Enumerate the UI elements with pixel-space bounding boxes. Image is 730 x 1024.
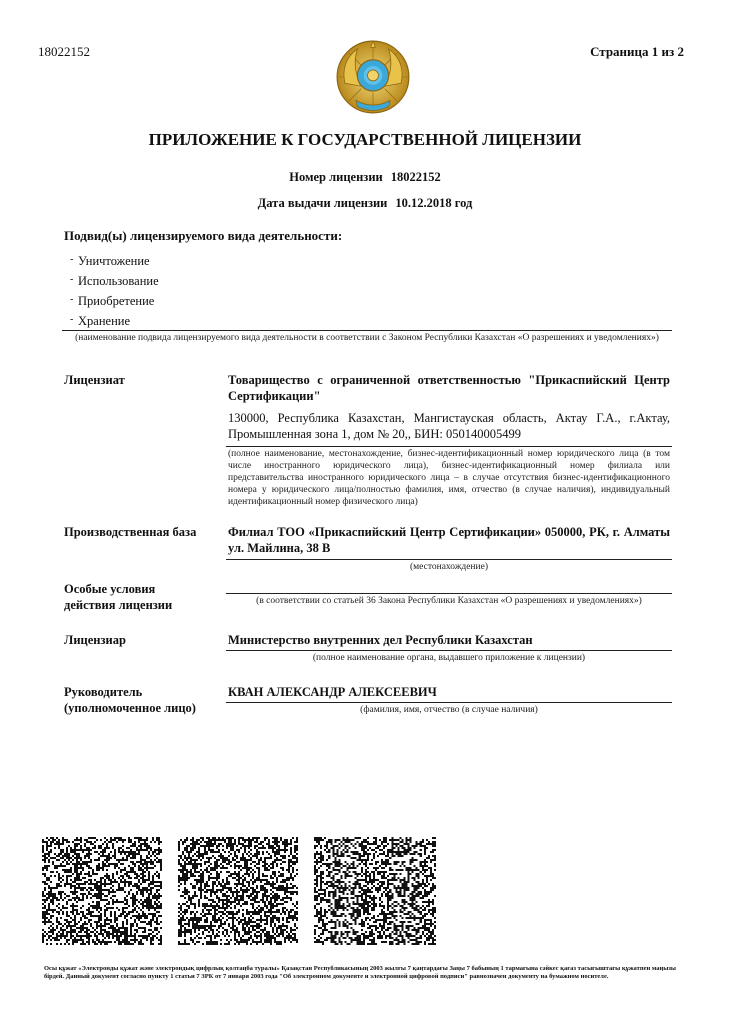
divider: [226, 650, 672, 651]
list-item: - Использование: [70, 270, 159, 290]
subtypes-list: [70, 250, 159, 330]
special-conditions-label-line2: действия лицензии: [64, 598, 173, 612]
licensee-address: 130000, Республика Казахстан, Мангистауская область, Актау Г.А., г.Актау, Промышленная зона 1, дом № 20,, БИН: 050140005499: [228, 411, 670, 441]
special-conditions-label-line1: Особые условия: [64, 582, 156, 596]
licensee-note: (полное наименование, местонахождение, бизнес-идентификационный номер юридического лица (в том числе иностранного юридического лица), бизнес-идентификационный номер филиала или представительства иностранного юридического лица – в случае отсутствия бизнес-идентификационного номера у юридического лица/полностью фамилия, имя, отчество (в случае наличия), индивидуальный идентификационный номер физического лица): [228, 449, 670, 507]
list-item: - Хранение: [70, 310, 159, 330]
special-conditions-label: [64, 581, 172, 613]
licensor-value: Министерство внутренних дел Республики Казахстан: [228, 633, 533, 647]
list-item: - Приобретение: [70, 290, 159, 310]
divider: [226, 702, 672, 703]
qr-code-icon: [314, 837, 436, 945]
page-title: ПРИЛОЖЕНИЕ К ГОСУДАРСТВЕННОЙ ЛИЦЕНЗИИ: [148, 130, 582, 149]
subtypes-note: (наименование подвида лицензируемого вида деятельности в соответствии с Законом Республики Казахстан «О разрешениях и уведомлениях»): [75, 333, 659, 343]
head-label-line2: (уполномоченное лицо): [64, 701, 196, 715]
document-number: 18022152: [38, 44, 90, 59]
license-date-value: 10.12.2018 год: [395, 196, 473, 210]
page-indicator: Страница 1 из 2: [590, 44, 684, 59]
licensor-note: (полное наименование органа, выдавшего приложение к лицензии): [312, 653, 586, 663]
licensee-label: Лицензиат: [64, 373, 125, 387]
production-base-value: Филиал ТОО «Прикаспийский Центр Сертификации» 050000, РК, г. Алматы ул. Майлина, 38 В: [228, 525, 670, 555]
list-item: - Уничтожение: [70, 250, 159, 270]
qr-code-icon: [178, 837, 298, 945]
legal-footer: Осы құжат «Электронды құжат және электрондық цифрлық қолтаңба туралы» Қазақстан Республикасының 2003 жылғы 7 қаңтардағы Заңы 7 бабының 1 тармағына сәйкес қағаз тасығыштағы құжатпен маңызы бірдей. Данный документ согласно пункту 1 статьи 7 ЗРК от 7 января 2003 года "Об электронном документе и электронной цифровой подписи" равнозначен документу на бумажном носителе.: [44, 965, 676, 980]
subtypes-heading: Подвид(ы) лицензируемого вида деятельности:: [64, 228, 343, 243]
head-label: [64, 684, 196, 716]
license-number-value: 18022152: [390, 170, 441, 184]
qr-code-icon: [42, 837, 162, 945]
license-number-line: [0, 170, 730, 185]
special-conditions-note: (в соответствии со статьей 36 Закона Республики Казахстан «О разрешениях и уведомлениях»): [256, 596, 642, 606]
head-label-line1: Руководитель: [64, 685, 143, 699]
head-value: КВАН АЛЕКСАНДР АЛЕКСЕЕВИЧ: [228, 685, 437, 699]
license-date-label: Дата выдачи лицензии: [257, 196, 388, 210]
licensor-label: Лицензиар: [64, 633, 126, 647]
license-number-label: Номер лицензии: [289, 170, 383, 184]
head-note: (фамилия, имя, отчество (в случае наличия): [360, 705, 538, 715]
license-date-line: [0, 196, 730, 211]
production-base-label: Производственная база: [64, 525, 197, 539]
divider: [226, 593, 672, 594]
kazakhstan-state-emblem-icon: [334, 38, 412, 116]
divider: [62, 330, 672, 331]
licensee-name: Товарищество с ограниченной ответственностью "Прикаспийский Центр Сертификации": [228, 373, 670, 403]
production-base-note: (местонахождение): [410, 562, 488, 572]
divider: [226, 559, 672, 560]
divider: [226, 446, 672, 447]
